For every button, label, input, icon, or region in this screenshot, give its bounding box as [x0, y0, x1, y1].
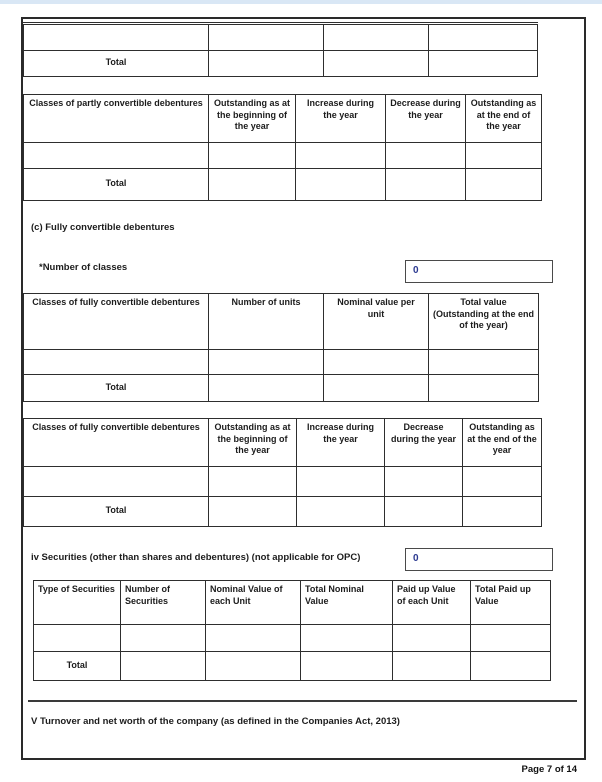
total-row	[24, 497, 542, 527]
fully-convertible-outstanding-table	[23, 418, 542, 527]
header-row	[24, 419, 542, 467]
empty-cell	[209, 375, 324, 402]
header-cell: Classes of partly convertible debentures	[24, 95, 209, 143]
empty-cell	[209, 350, 324, 375]
header-cell: Type of Securities	[34, 581, 121, 625]
header-cell: Increase during the year	[297, 419, 385, 467]
empty-cell	[471, 652, 551, 681]
total-label: Total	[24, 375, 209, 402]
empty-cell	[209, 143, 296, 169]
empty-cell	[24, 24, 209, 51]
empty-cell	[324, 24, 429, 51]
total-row	[34, 652, 551, 681]
header-row	[24, 294, 539, 350]
table-row	[34, 625, 551, 652]
table-row	[24, 350, 539, 375]
empty-cell	[386, 143, 466, 169]
partly-convertible-table	[23, 94, 542, 201]
number-of-classes-label: *Number of classes	[39, 262, 128, 273]
empty-cell	[301, 652, 393, 681]
empty-cell	[301, 625, 393, 652]
empty-cell	[121, 625, 206, 652]
empty-cell	[385, 467, 463, 497]
header-cell: Decrease during the year	[386, 95, 466, 143]
empty-cell	[429, 51, 538, 77]
empty-cell	[296, 169, 386, 201]
empty-cell	[297, 497, 385, 527]
section-c-title: (c) Fully convertible debentures	[31, 222, 175, 233]
empty-cell	[463, 467, 542, 497]
empty-cell	[209, 467, 297, 497]
header-cell: Number of Securities	[121, 581, 206, 625]
page-number: Page 7 of 14	[521, 764, 577, 775]
top-accent-strip	[0, 0, 602, 4]
header-cell: Nominal value per unit	[324, 294, 429, 350]
section-divider	[28, 700, 577, 702]
empty-cell	[209, 169, 296, 201]
header-cell: Outstanding as at the end of the year	[463, 419, 542, 467]
empty-cell	[324, 375, 429, 402]
section-v-title: V Turnover and net worth of the company (as defined in the Companies Act, 2013)	[31, 716, 400, 727]
header-cell: Decrease during the year	[385, 419, 463, 467]
section-iv-label: iv Securities (other than shares and debentures) (not applicable for OPC)	[31, 552, 361, 563]
table-row	[24, 24, 538, 51]
empty-cell	[209, 24, 324, 51]
header-row	[34, 581, 551, 625]
empty-cell	[463, 497, 542, 527]
empty-cell	[324, 51, 429, 77]
empty-cell	[466, 169, 542, 201]
empty-cell	[296, 143, 386, 169]
empty-cell	[429, 24, 538, 51]
empty-cell	[34, 625, 121, 652]
total-label: Total	[24, 51, 209, 77]
empty-cell	[466, 143, 542, 169]
page-border-frame	[21, 17, 586, 760]
empty-cell	[393, 625, 471, 652]
header-cell: Outstanding as at the beginning of the year	[209, 419, 297, 467]
fully-convertible-units-table	[23, 293, 539, 402]
header-cell: Number of units	[209, 294, 324, 350]
header-cell: Increase during the year	[296, 95, 386, 143]
table-row	[24, 143, 542, 169]
empty-cell	[385, 497, 463, 527]
total-label: Total	[34, 652, 121, 681]
total-row	[24, 51, 538, 77]
header-cell: Total Nominal Value	[301, 581, 393, 625]
total-label: Total	[24, 497, 209, 527]
total-row	[24, 375, 539, 402]
empty-cell	[386, 169, 466, 201]
header-cell: Total Paid up Value	[471, 581, 551, 625]
empty-cell	[206, 652, 301, 681]
total-label: Total	[24, 169, 209, 201]
empty-cell	[471, 625, 551, 652]
total-row	[24, 169, 542, 201]
empty-cell	[324, 350, 429, 375]
securities-count-input[interactable]: 0	[405, 548, 553, 571]
empty-cell	[393, 652, 471, 681]
header-row	[24, 95, 542, 143]
empty-cell	[209, 497, 297, 527]
header-cell: Classes of fully convertible debentures	[24, 294, 209, 350]
empty-cell	[24, 467, 209, 497]
header-cell: Classes of fully convertible debentures	[24, 419, 209, 467]
debentures-continuation-table	[23, 22, 538, 77]
securities-table	[33, 580, 551, 681]
header-cell: Nominal Value of each Unit	[206, 581, 301, 625]
empty-cell	[209, 51, 324, 77]
number-of-classes-input[interactable]: 0	[405, 260, 553, 283]
empty-cell	[121, 652, 206, 681]
empty-cell	[429, 350, 539, 375]
header-cell: Outstanding as at the end of the year	[466, 95, 542, 143]
header-cell: Outstanding as at the beginning of the year	[209, 95, 296, 143]
empty-cell	[24, 350, 209, 375]
header-cell: Paid up Value of each Unit	[393, 581, 471, 625]
empty-cell	[24, 143, 209, 169]
header-cell: Total value (Outstanding at the end of the year)	[429, 294, 539, 350]
empty-cell	[206, 625, 301, 652]
empty-cell	[297, 467, 385, 497]
empty-cell	[429, 375, 539, 402]
table-row	[24, 467, 542, 497]
